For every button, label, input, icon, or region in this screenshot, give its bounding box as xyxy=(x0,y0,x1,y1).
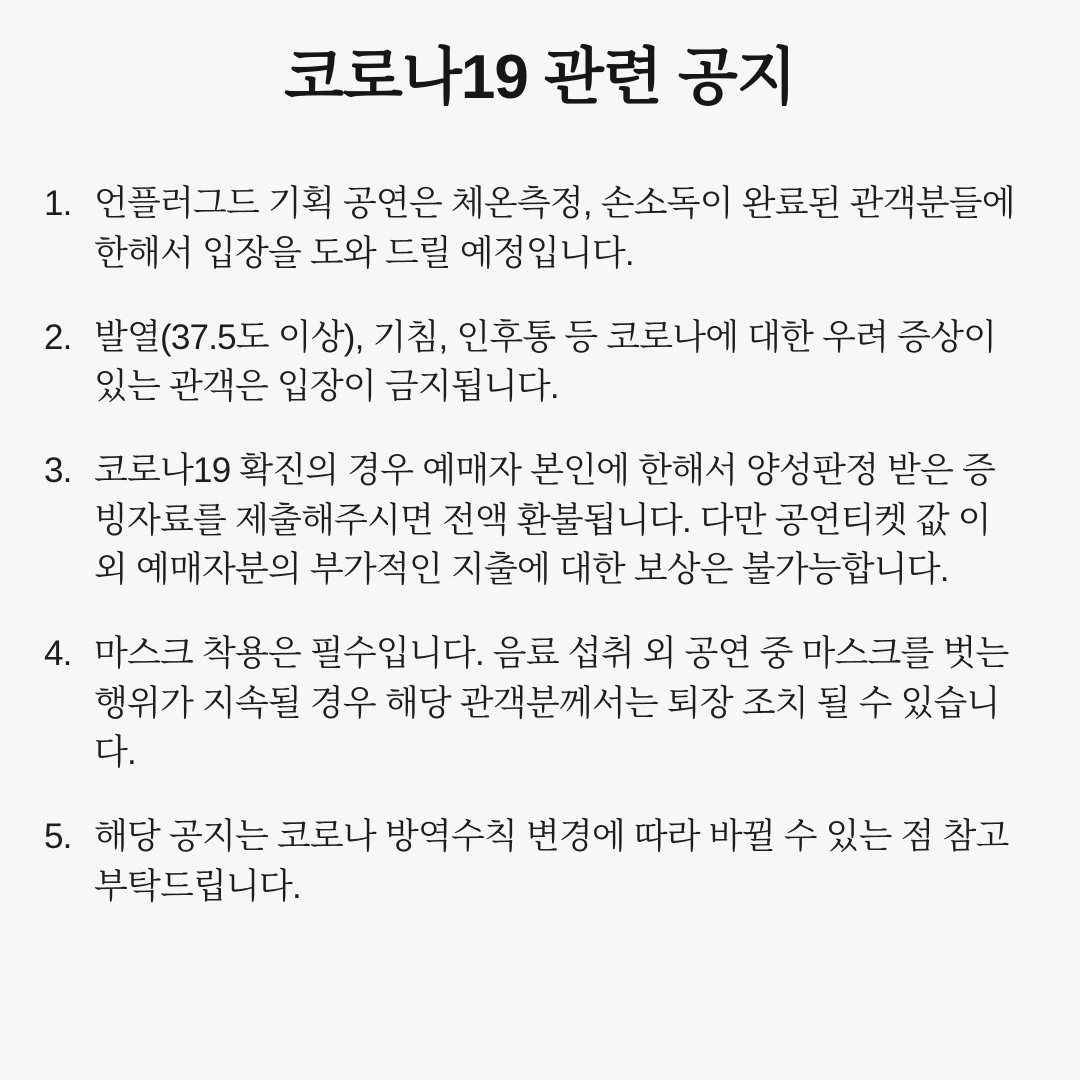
list-item-text: 해당 공지는 코로나 방역수칙 변경에 따라 바뀔 수 있는 점 참고 부탁드립니다. xyxy=(94,817,1009,906)
list-item xyxy=(42,179,1038,278)
list-item xyxy=(42,812,1038,911)
list-item-number: 4. xyxy=(44,634,72,674)
list-item xyxy=(42,446,1038,595)
notice-list xyxy=(42,179,1038,911)
list-item-text: 코로나19 확진의 경우 예매자 본인에 한해서 양성판정 받은 증빙자료를 제출해주시면 전액 환불됩니다. 다만 공연티켓 값 이외 예매자분의 부가적인 지출에 대한 보상은 불가능합니다. xyxy=(94,451,995,590)
list-item xyxy=(42,313,1038,412)
page-title: 코로나19 관련 공지 xyxy=(284,43,796,112)
list-item xyxy=(42,629,1038,778)
list-item-number: 5. xyxy=(44,817,72,857)
list-item-text: 발열(37.5도 이상), 기침, 인후통 등 코로나에 대한 우려 증상이 있는 관객은 입장이 금지됩니다. xyxy=(94,317,997,407)
list-item-text: 언플러그드 기획 공연은 체온측정, 손소독이 완료된 관객분들에 한해서 입장을 도와 드릴 예정입니다. xyxy=(94,184,1015,273)
list-item-number: 1. xyxy=(44,184,72,224)
list-item-text: 마스크 착용은 필수입니다. 음료 섭취 외 공연 중 마스크를 벗는 행위가 지속될 경우 해당 관객분께서는 퇴장 조치 될 수 있습니다. xyxy=(94,634,1009,773)
list-item-number: 2. xyxy=(44,317,72,357)
list-item-number: 3. xyxy=(44,451,72,491)
